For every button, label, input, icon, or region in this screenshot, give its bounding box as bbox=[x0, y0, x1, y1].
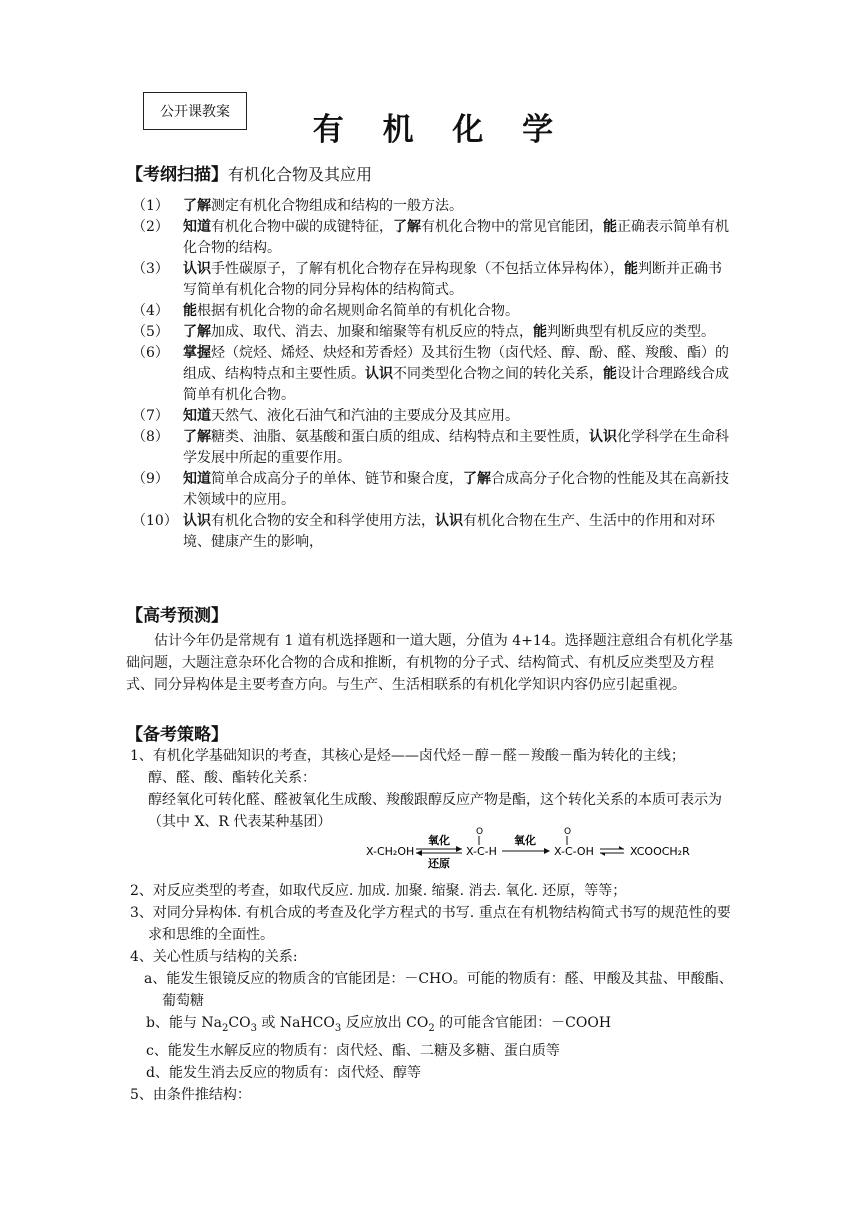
rxn-aldehyde-oxygen: O bbox=[476, 827, 484, 837]
syllabus-keyword: 知道 bbox=[183, 219, 211, 235]
strategy-4a: a、能发生银镜反应的物质含的官能团是：－CHO。可能的物质有：醛、甲酸及其盐、甲酸酯、葡萄糖 bbox=[144, 971, 733, 1009]
syllabus-keyword: 能 bbox=[624, 261, 638, 277]
prediction-paragraph: 估计今年仍是常规有 1 道有机选择题和一道大题，分值为 4+14。选择题注意组合有机化学基础问题，大题注意杂环化合物的合成和推断，有机物的分子式、结构简式、有机反应类型及方程式、同分异构体是主要考查方向。与生产、生活相联系的有机化学知识内容仍应引起重视。 bbox=[126, 633, 733, 693]
syllabus-item-text bbox=[183, 217, 734, 259]
syllabus-item bbox=[132, 322, 734, 343]
syllabus-item-text bbox=[183, 259, 734, 301]
syllabus-keyword: 能 bbox=[603, 366, 617, 382]
syllabus-item-number: （4） bbox=[132, 303, 169, 319]
strategy-2: 2、对反应类型的考查，如取代反应. 加成. 加聚. 缩聚. 消去. 氧化. 还原，等等； bbox=[130, 883, 627, 899]
syllabus-item-text bbox=[183, 343, 734, 406]
syllabus-item-number: （1） bbox=[132, 198, 169, 214]
syllabus-keyword: 认识 bbox=[183, 261, 211, 277]
syllabus-item-number: （10） bbox=[132, 513, 178, 529]
syllabus-text: 判断典型有机反应的类型。 bbox=[547, 324, 715, 340]
syllabus-keyword: 能 bbox=[183, 303, 197, 319]
strategy-1-sub: 醇、醛、酸、酯转化关系： bbox=[148, 770, 316, 786]
rxn-arrowhead-forward bbox=[456, 846, 462, 852]
syllabus-item bbox=[132, 511, 734, 553]
syllabus-keyword: 了解 bbox=[183, 198, 211, 214]
syllabus-keyword: 了解 bbox=[183, 324, 211, 340]
syllabus-text: 化学科学在生命科学发展中所起的重要作用。 bbox=[183, 429, 729, 466]
rxn-ester: XCOOCH₂R bbox=[630, 845, 690, 858]
rxn-reduction-label: 还原 bbox=[428, 857, 450, 870]
section-heading-yuce: 【高考预测】 bbox=[126, 606, 228, 626]
syllabus-text: 烃（烷烃、烯烃、炔烃和芳香烃）及其衍生物（卤代烃、醇、酚、醛、羧酸、酯）的组成、结构特点和主要性质。 bbox=[183, 345, 729, 382]
syllabus-item-text bbox=[183, 196, 734, 217]
rxn-alcohol: X-CH₂OH bbox=[366, 845, 415, 858]
syllabus-keyword: 认识 bbox=[589, 429, 617, 445]
syllabus-text: 有机化合物中的常见官能团， bbox=[421, 219, 603, 235]
syllabus-text: 有机化合物中碳的成键特征， bbox=[211, 219, 393, 235]
syllabus-item-text bbox=[183, 511, 734, 553]
syllabus-item bbox=[132, 427, 734, 469]
s4b-sub3b: 3 bbox=[334, 1022, 342, 1034]
syllabus-text: 手性碳原子，了解有机化合物存在异构现象（不包括立体异构体）， bbox=[211, 261, 624, 277]
kaogang-subtitle: 有机化合物及其应用 bbox=[228, 165, 373, 184]
syllabus-keyword: 认识 bbox=[435, 513, 463, 529]
strategy-1-desc: 醇经氧化可转化醛、醛被氧化生成酸、羧酸跟醇反应产物是酯，这个转化关系的本质可表示为（其中 X、R 代表某种基团） bbox=[148, 792, 722, 830]
syllabus-text: 设计合理路线合成简单有机化合物。 bbox=[183, 366, 729, 403]
kaogang-heading: 【考纲扫描】 bbox=[126, 165, 228, 185]
syllabus-text: 简单合成高分子的单体、链节和聚合度， bbox=[211, 471, 463, 487]
s4b-co: CO bbox=[228, 1015, 251, 1031]
s4b-sub2: 2 bbox=[222, 1022, 229, 1034]
syllabus-keyword: 认识 bbox=[365, 366, 393, 382]
syllabus-keyword: 了解 bbox=[463, 471, 491, 487]
syllabus-item-text bbox=[183, 427, 734, 469]
syllabus-text: 天然气、液化石油气和汽油的主要成分及其应用。 bbox=[211, 408, 519, 424]
syllabus-text: 加成、取代、消去、加聚和缩聚等有机反应的特点， bbox=[211, 324, 533, 340]
syllabus-keyword: 掌握 bbox=[183, 345, 211, 361]
syllabus-keyword: 能 bbox=[533, 324, 547, 340]
rxn-arrowhead-back bbox=[416, 850, 422, 856]
syllabus-keyword: 知道 bbox=[183, 471, 211, 487]
syllabus-keyword: 能 bbox=[603, 219, 617, 235]
syllabus-item-text bbox=[183, 406, 734, 427]
syllabus-text: 不同类型化合物之间的转化关系， bbox=[393, 366, 603, 382]
syllabus-text: 测定有机化合物组成和结构的一般方法。 bbox=[211, 198, 463, 214]
syllabus-text: 有机化合物的安全和科学使用方法， bbox=[211, 513, 435, 529]
strategy-3: 3、对同分异构体. 有机合成的考查及化学方程式的书写. 重点在有机物结构简式书写的规范性的要求和思维的全面性。 bbox=[130, 905, 731, 943]
strategy-4d: d、能发生消去反应的物质有：卤代烃、醇等 bbox=[146, 1064, 421, 1081]
syllabus-keyword: 认识 bbox=[183, 513, 211, 529]
syllabus-keyword: 了解 bbox=[183, 429, 211, 445]
rxn-arrowhead-2 bbox=[544, 848, 550, 854]
rxn-oxidation-label-2: 氧化 bbox=[514, 834, 536, 847]
syllabus-item bbox=[132, 217, 734, 259]
s4b-co2: 反应放出 CO bbox=[341, 1015, 429, 1031]
s4b-post: 的可能含官能团：－COOH bbox=[434, 1015, 612, 1031]
syllabus-item bbox=[132, 196, 734, 217]
page-title: 有 机 化 学 bbox=[312, 112, 568, 148]
rxn-acid-oxygen: O bbox=[564, 827, 572, 837]
s4b-pre: b、能与 Na bbox=[146, 1015, 223, 1031]
syllabus-text: 合成高分子化合物的性能及其在高新技术领域中的应用。 bbox=[183, 471, 729, 508]
rxn-aldehyde: X-C-H bbox=[466, 845, 497, 858]
s4b-sub3: 3 bbox=[250, 1022, 257, 1034]
strategy-block-2 bbox=[130, 880, 736, 1106]
syllabus-item-number: （3） bbox=[132, 261, 169, 277]
syllabus-text: 正确表示简单有机化合物的结构。 bbox=[183, 219, 729, 256]
conversion-equation bbox=[366, 824, 706, 872]
strategy-4b bbox=[130, 1012, 736, 1040]
syllabus-item bbox=[132, 343, 734, 406]
syllabus-item bbox=[132, 406, 734, 427]
syllabus-item-text bbox=[183, 322, 734, 343]
syllabus-item bbox=[132, 469, 734, 511]
strategy-5: 5、由条件推结构： bbox=[130, 1086, 251, 1103]
syllabus-item-number: （9） bbox=[132, 471, 169, 487]
syllabus-keyword: 知道 bbox=[183, 408, 211, 424]
syllabus-item-number: （2） bbox=[132, 219, 169, 235]
s4b-nahco: 或 NaHCO bbox=[256, 1015, 335, 1031]
syllabus-item bbox=[132, 301, 734, 322]
s4b-sub2b: 2 bbox=[428, 1022, 435, 1034]
rxn-acid: X-C-OH bbox=[554, 845, 594, 858]
syllabus-keyword: 了解 bbox=[393, 219, 421, 235]
syllabus-item bbox=[132, 259, 734, 301]
syllabus-text: 糖类、油脂、氨基酸和蛋白质的组成、结构特点和主要性质， bbox=[211, 429, 589, 445]
syllabus-text: 有机化合物在生产、生活中的作用和对环境、健康产生的影响， bbox=[183, 513, 715, 550]
syllabus-item-number: （8） bbox=[132, 429, 169, 445]
syllabus-text: 判断并正确书写简单有机化合物的同分异构体的结构简式。 bbox=[183, 261, 722, 298]
syllabus-item-number: （5） bbox=[132, 324, 169, 340]
syllabus-item-text bbox=[183, 469, 734, 511]
syllabus-text: 根据有机化合物的命名规则命名简单的有机化合物。 bbox=[197, 303, 519, 319]
section-heading-kaogang bbox=[126, 160, 372, 185]
syllabus-item-number: （6） bbox=[132, 345, 169, 361]
strategy-4c: c、能发生水解反应的物质有：卤代烃、酯、二糖及多糖、蛋白质等 bbox=[146, 1042, 560, 1059]
syllabus-item-text bbox=[183, 301, 734, 322]
syllabus-item-number: （7） bbox=[132, 408, 169, 424]
rxn-oxidation-label: 氧化 bbox=[428, 834, 450, 847]
strategy-block-1 bbox=[130, 745, 736, 833]
strategy-1: 1、有机化学基础知识的考查，其核心是烃——卤代烃－醇－醛－羧酸－酯为转化的主线； bbox=[130, 748, 685, 764]
strategy-4: 4、关心性质与结构的关系: bbox=[130, 949, 298, 965]
syllabus-list bbox=[132, 196, 734, 553]
section-heading-celue: 【备考策略】 bbox=[126, 725, 228, 745]
lesson-plan-badge: 公开课教案 bbox=[143, 92, 247, 130]
